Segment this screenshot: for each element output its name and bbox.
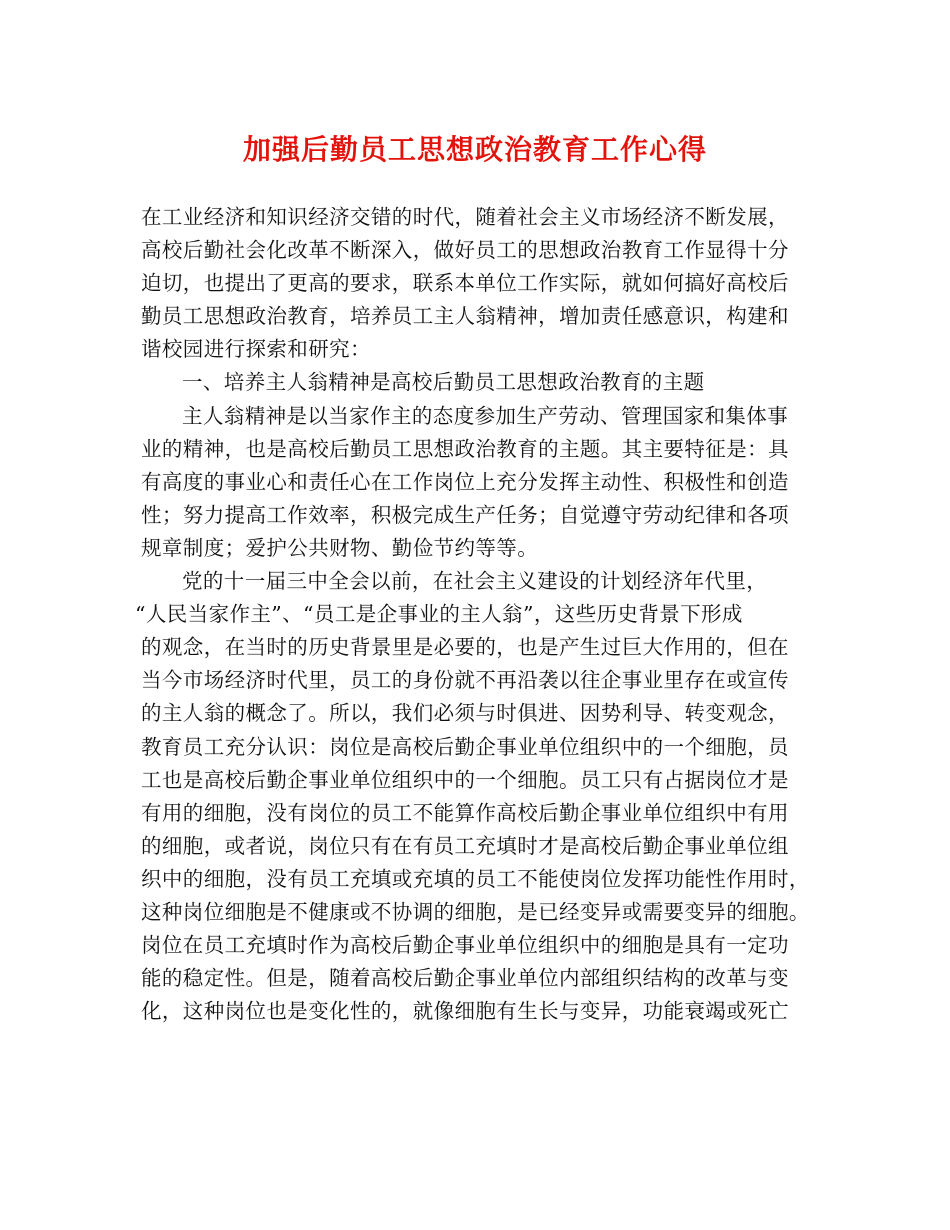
paragraph-line: 性；努力提高工作效率，积极完成生产任务；自觉遵守劳动纪律和各项 <box>141 502 789 527</box>
paragraph-line: 迫切，也提出了更高的要求，联系本单位工作实际，就如何搞好高校后 <box>141 271 789 296</box>
paragraph-line: 谐校园进行探索和研究： <box>141 337 371 362</box>
paragraph-line: 在工业经济和知识经济交错的时代，随着社会主义市场经济不断发展， <box>141 205 789 229</box>
paragraph-line: 业的精神，也是高校后勤员工思想政治教育的主题。其主要特征是：具 <box>141 436 789 461</box>
section-heading: 一、培养主人翁精神是高校后勤员工思想政治教育的主题 <box>182 370 705 395</box>
paragraph-line: 的观念，在当时的历史背景里是必要的，也是产生过巨大作用的，但在 <box>141 635 789 660</box>
paragraph-line: “人民当家作主”、“员工是企事业的主人翁”，这些历史背景下形成 <box>135 602 743 627</box>
paragraph-line: 的细胞，或者说，岗位只有在有员工充填时才是高校后勤企事业单位组 <box>141 833 789 858</box>
paragraph-line: 规章制度；爱护公共财物、勤俭节约等等。 <box>141 535 539 560</box>
paragraph-line: 有用的细胞，没有岗位的员工不能算作高校后勤企事业单位组织中有用 <box>141 800 789 825</box>
document-body <box>135 201 829 1028</box>
paragraph-line: 勤员工思想政治教育，培养员工主人翁精神，增加责任感意识，构建和 <box>141 304 789 329</box>
paragraph-line: 有高度的事业心和责任心在工作岗位上充分发挥主动性、积极性和创造 <box>141 469 789 494</box>
paragraph-line: 能的稳定性。但是，随着高校后勤企事业单位内部组织结构的改革与变 <box>141 966 789 991</box>
paragraph-line: 党的十一届三中全会以前，在社会主义建设的计划经济年代里， <box>182 569 768 594</box>
paragraph-line: 这种岗位细胞是不健康或不协调的细胞，是已经变异或需要变异的细胞。 <box>141 899 810 924</box>
document-title: 加强后勤员工思想政治教育工作心得 <box>242 133 707 166</box>
paragraph-line: 高校后勤社会化改革不断深入，做好员工的思想政治教育工作显得十分 <box>141 238 789 263</box>
paragraph-line: 教育员工充分认识：岗位是高校后勤企事业单位组织中的一个细胞，员 <box>141 734 789 759</box>
paragraph-line: 当今市场经济时代里，员工的身份就不再沿袭以往企事业里存在或宣传 <box>141 668 789 693</box>
paragraph-line: 主人翁精神是以当家作主的态度参加生产劳动、管理国家和集体事 <box>182 403 789 428</box>
paragraph-line: 岗位在员工充填时作为高校后勤企事业单位组织中的细胞是具有一定功 <box>141 933 789 958</box>
paragraph-line: 织中的细胞，没有员工充填或充填的员工不能使岗位发挥功能性作用时， <box>141 866 810 891</box>
paragraph-line: 化，这种岗位也是变化性的，就像细胞有生长与变异，功能衰竭或死亡 <box>141 999 789 1024</box>
paragraph-line: 的主人翁的概念了。所以，我们必须与时俱进、因势利导、转变观念， <box>141 701 789 726</box>
paragraph-line: 工也是高校后勤企事业单位组织中的一个细胞。员工只有占据岗位才是 <box>141 767 789 792</box>
